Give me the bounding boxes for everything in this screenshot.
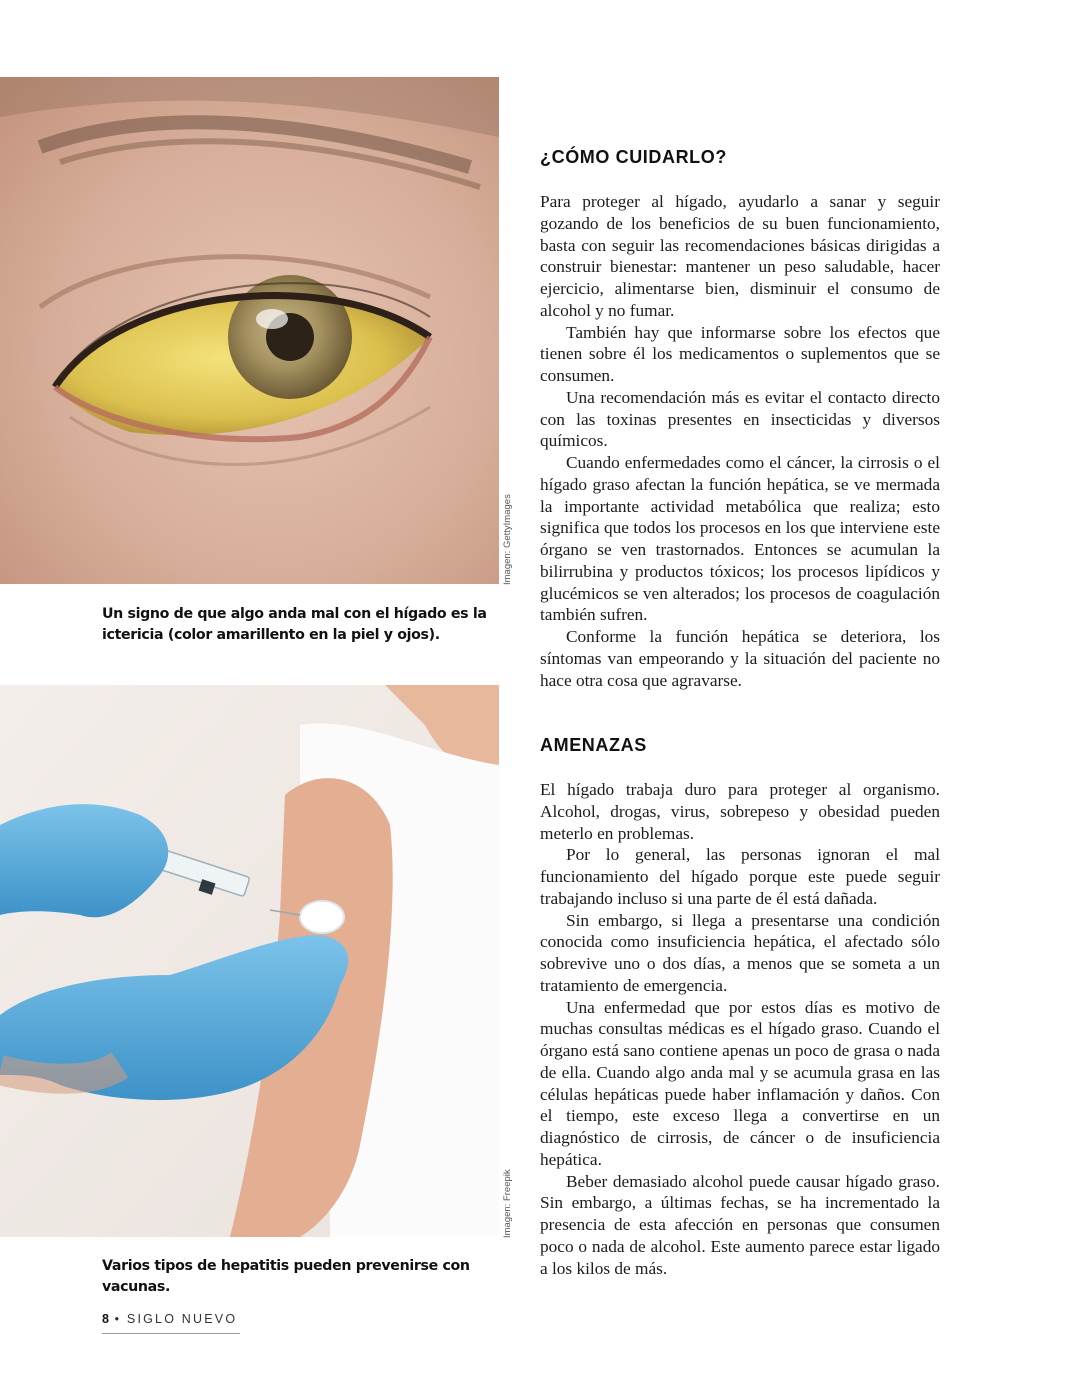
page-footer: [102, 1312, 240, 1334]
folio: [102, 1312, 240, 1326]
paragraph: Para proteger al hígado, ayudarlo a sanar y seguir gozando de los beneficios de su buen funcionamiento, basta con seguir las recomendaciones básicas dirigidas a construir bienestar: mantener un peso saludable, hacer ejercicio, alimentarse bien, disminuir el consumo de alcohol y no fumar.: [540, 192, 940, 320]
section-body: [540, 191, 940, 691]
section-heading: AMENAZAS: [540, 735, 647, 755]
photo-vaccination: [0, 685, 499, 1237]
publication-name: SIGLO NUEVO: [126, 1312, 238, 1326]
folio-separator: •: [114, 1312, 122, 1326]
page-number: 8: [102, 1312, 109, 1326]
section-heading: ¿CÓMO CUIDARLO?: [540, 147, 727, 167]
paragraph: Una recomendación más es evitar el contacto directo con las toxinas presentes en insecticidas y diversos químicos.: [540, 387, 940, 451]
footer-rule: [102, 1333, 240, 1334]
section-body: [540, 779, 940, 1279]
paragraph: Conforme la función hepática se deteriora, los síntomas van empeorando y la situación del paciente no hace otra cosa que agravarse.: [540, 627, 940, 690]
eye-illustration: [0, 77, 499, 584]
photo-credit: Imagen: Freepik: [502, 1169, 513, 1238]
photo-caption: Un signo de que algo anda mal con el hígado es la ictericia (color amarillento en la piel y ojos).: [102, 606, 487, 643]
vaccination-illustration: [0, 685, 499, 1237]
paragraph: Una enfermedad que por estos días es motivo de muchas consultas médicas es el hígado graso. Cuando el órgano está sano contiene apenas un poco de grasa o nada de ella. Cuando algo anda mal y se acumula grasa en las células hepáticas puede haber inflamación y daños. Con el tiempo, este exceso llega a convertirse en un diagnóstico de cirrosis, de cáncer o de insuficiencia hepática.: [540, 997, 940, 1169]
paragraph: Beber demasiado alcohol puede causar hígado graso. Sin embargo, a últimas fechas, se ha incrementado la presencia de esta afección en personas que consumen poco o nada de alcohol. Este aumento parece estar ligado a los kilos de más.: [540, 1171, 940, 1278]
paragraph: Sin embargo, si llega a presentarse una condición conocida como insuficiencia hepática, el afectado sólo sobrevive uno o dos días, a menos que se someta a un tratamiento de emergencia.: [540, 910, 940, 995]
paragraph: También hay que informarse sobre los efectos que tienen sobre él los medicamentos o suplementos que se consumen.: [540, 322, 940, 385]
photo-credit: Imagen: GettyImages: [502, 494, 513, 585]
photo-caption: Varios tipos de hepatitis pueden prevenirse con vacunas.: [102, 1258, 470, 1295]
paragraph: El hígado trabaja duro para proteger al organismo. Alcohol, drogas, virus, sobrepeso y obesidad pueden meterlo en problemas.: [540, 780, 940, 843]
paragraph: Por lo general, las personas ignoran el mal funcionamiento del hígado porque este puede seguir trabajando incluso si una parte de él está dañada.: [540, 845, 940, 908]
paragraph: Cuando enfermedades como el cáncer, la cirrosis o el hígado graso afectan la función hepática, se ve mermada la importante actividad metabólica que realiza; esto significa que todos los procesos en los que interviene este órgano se ven trastornados. Entonces se acumulan la bilirrubina y productos tóxicos; los procesos lipídicos y glucémicos se ven alterados; los procesos de coagulación también sufren.: [540, 453, 940, 625]
photo-eye-jaundice: [0, 77, 499, 584]
